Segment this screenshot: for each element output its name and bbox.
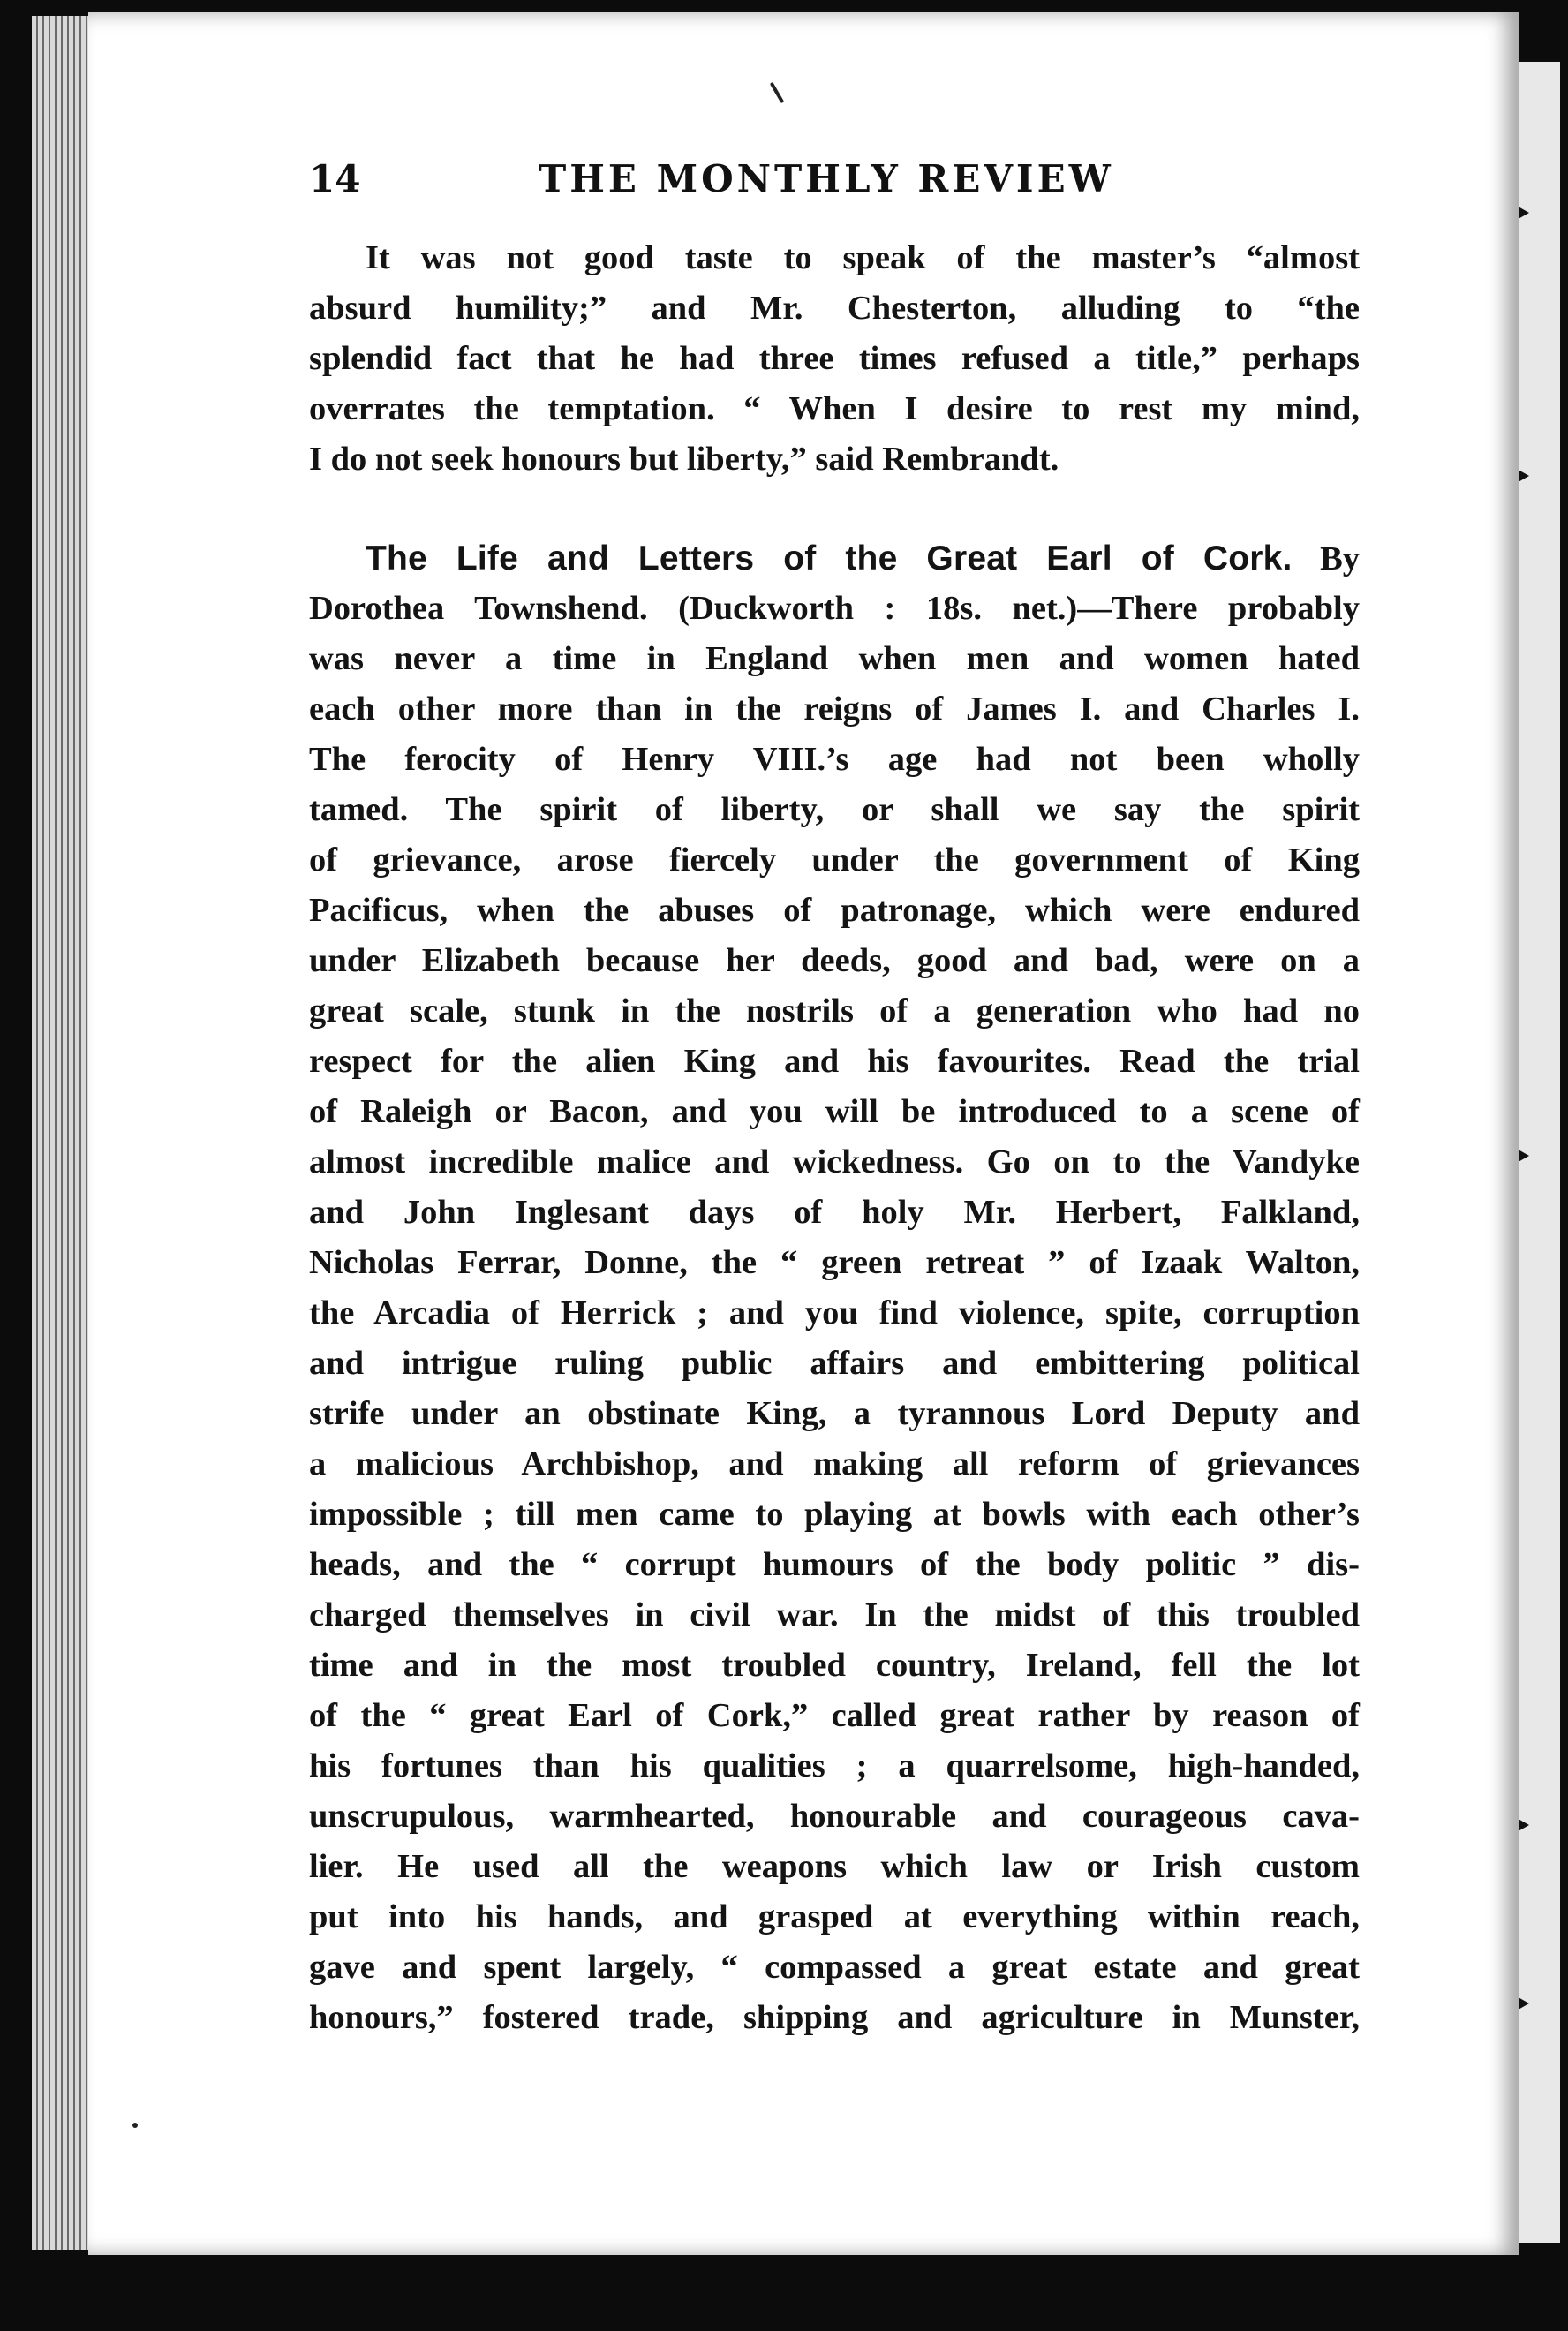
page-edges <box>32 16 94 2250</box>
review-earl-of-cork <box>309 533 1360 2043</box>
paragraph-rembrandt <box>309 233 1360 485</box>
text-line: of grievance, arose fiercely under the government of King <box>309 841 1360 879</box>
text-line: It was not good taste to speak of the master’s “almost <box>366 239 1360 276</box>
text-line: respect for the alien King and his favourites. Read the trial <box>309 1043 1360 1080</box>
text-line: of Raleigh or Bacon, and you will be introduced to a scene of <box>309 1093 1360 1130</box>
text-line: absurd humility;” and Mr. Chesterton, alluding to “the <box>309 290 1360 327</box>
text-line: gave and spent largely, “ compassed a great estate and great <box>309 1949 1360 1986</box>
text-line: charged themselves in civil war. In the midst of this troubled <box>309 1596 1360 1633</box>
text-line: was never a time in England when men and women hated <box>309 640 1360 677</box>
text-line: of the “ great Earl of Cork,” called great rather by reason of <box>309 1697 1360 1734</box>
text-line: put into his hands, and grasped at everything within reach, <box>309 1898 1360 1935</box>
dust-speck <box>132 2123 138 2128</box>
review-title: The Life and Letters of the Great Earl of Cork. <box>366 539 1293 577</box>
review-heading-line <box>309 533 1360 584</box>
text-line: and intrigue ruling public affairs and embittering political <box>309 1345 1360 1382</box>
review-by: By <box>1292 540 1360 577</box>
text-line: strife under an obstinate King, a tyrannous Lord Deputy and <box>309 1395 1360 1432</box>
running-header <box>309 157 1360 210</box>
text-line: The ferocity of Henry VIII.’s age had not been wholly <box>309 741 1360 778</box>
text-line: almost incredible malice and wickedness. Go on to the Vandyke <box>309 1143 1360 1181</box>
text-line: time and in the most troubled country, Ireland, fell the lot <box>309 1647 1360 1684</box>
text-line: unscrupulous, warmhearted, honourable and courageous cava- <box>309 1798 1360 1835</box>
text-line: the Arcadia of Herrick ; and you find violence, spite, corruption <box>309 1294 1360 1331</box>
text-line: his fortunes than his qualities ; a quarrelsome, high-handed, <box>309 1747 1360 1784</box>
text-line: overrates the temptation. “ When I desire to rest my mind, <box>309 390 1360 427</box>
text-line: tamed. The spirit of liberty, or shall we say the spirit <box>309 791 1360 828</box>
text-line: a malicious Archbishop, and making all reform of grievances <box>309 1445 1360 1482</box>
text-line: lier. He used all the weapons which law or Irish custom <box>309 1848 1360 1885</box>
text-line: Pacificus, when the abuses of patronage, which were endured <box>309 892 1360 929</box>
text-line: I do not seek honours but liberty,” said Rembrandt. <box>309 441 1059 478</box>
text-line: Dorothea Townshend. (Duckworth : 18s. net.)—There probably <box>309 590 1360 627</box>
text-line: Nicholas Ferrar, Donne, the “ green retreat ” of Izaak Walton, <box>309 1244 1360 1281</box>
page-number: 14 <box>309 157 361 200</box>
running-title: THE MONTHLY REVIEW <box>539 157 1114 200</box>
text-line: under Elizabeth because her deeds, good and bad, were on a <box>309 942 1360 979</box>
text-line: each other more than in the reigns of James I. and Charles I. <box>309 690 1360 728</box>
text-line: and John Inglesant days of holy Mr. Herbert, Falkland, <box>309 1194 1360 1231</box>
text-line: splendid fact that he had three times refused a title,” perhaps <box>309 340 1360 377</box>
text-line: heads, and the “ corrupt humours of the body politic ” dis- <box>309 1546 1360 1583</box>
text-line: impossible ; till men came to playing at bowls with each other’s <box>309 1496 1360 1533</box>
text-line: honours,” fostered trade, shipping and agriculture in Munster, <box>309 1999 1360 2036</box>
text-line: great scale, stunk in the nostrils of a generation who had no <box>309 992 1360 1030</box>
